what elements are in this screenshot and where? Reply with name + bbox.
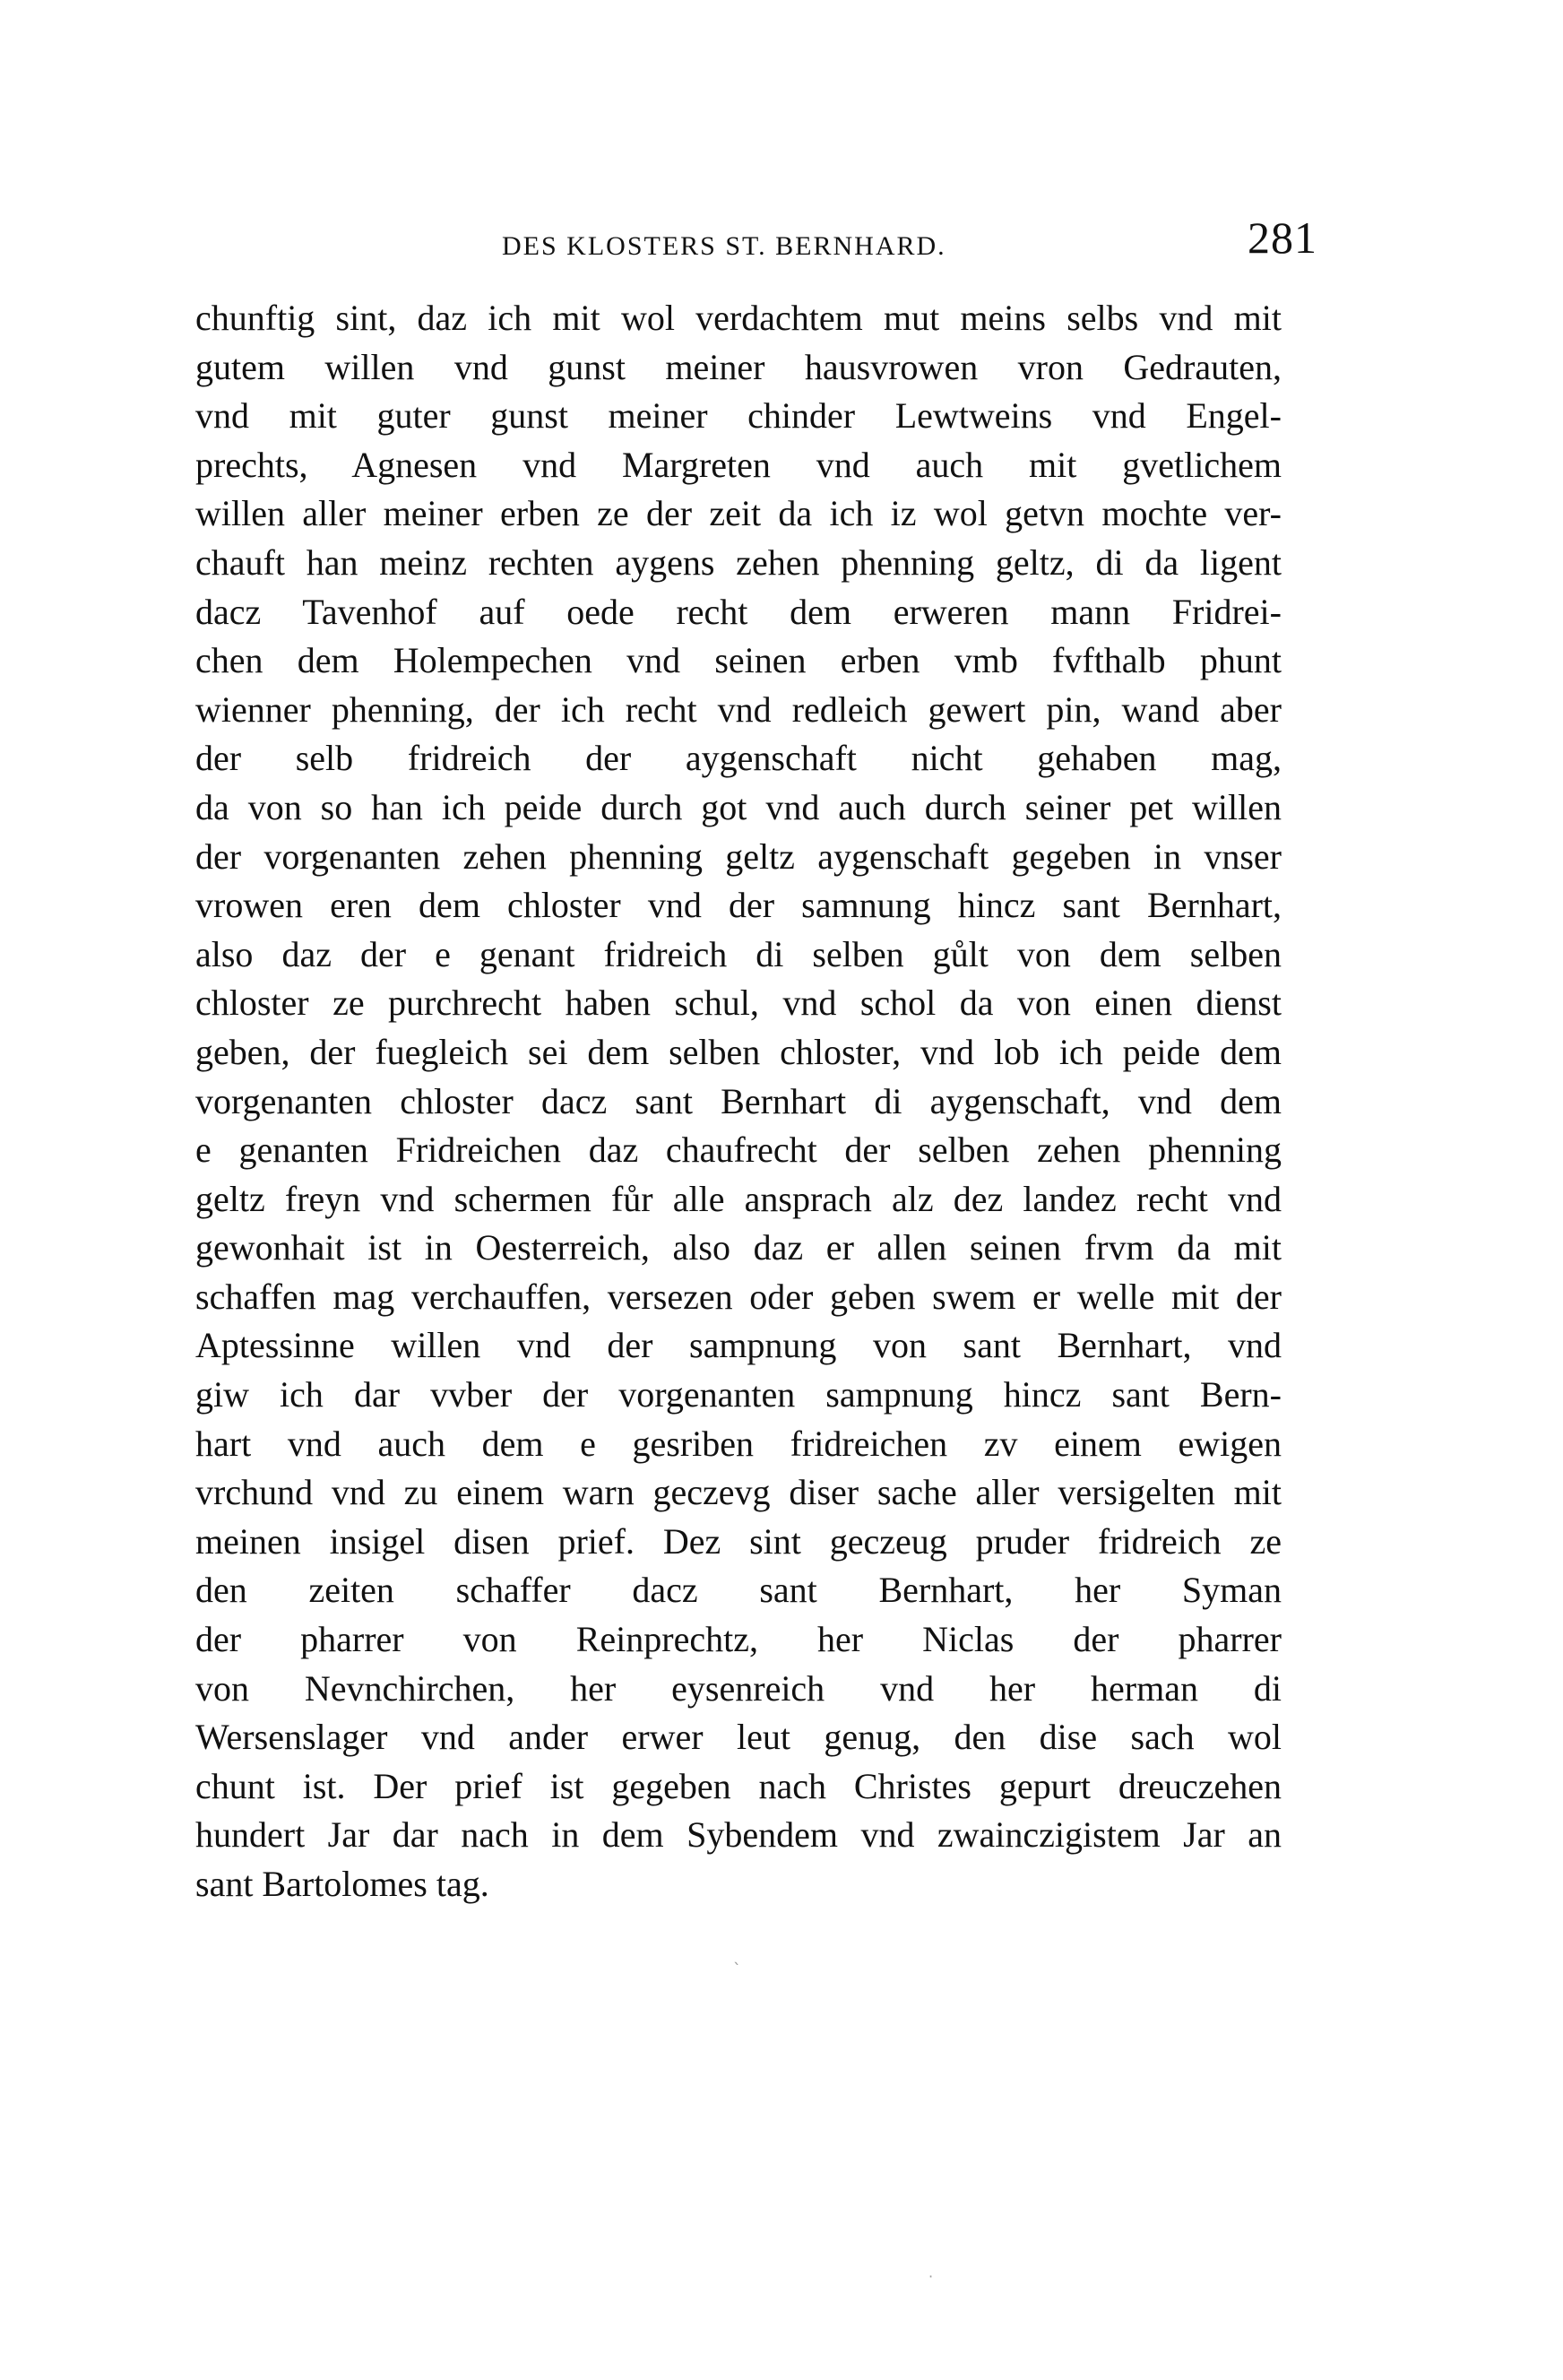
speck-mark: · bbox=[928, 2268, 934, 2285]
text-line: gewonhait ist in Oesterreich, also daz er allen seinen frvm da mit bbox=[195, 1227, 1282, 1268]
text-line: giw ich dar vvber der vorgenanten sampnung hincz sant Bern- bbox=[195, 1374, 1282, 1415]
text-line: prechts, Agnesen vnd Margreten vnd auch mit gvetlichem bbox=[195, 444, 1282, 485]
body-text bbox=[195, 294, 1282, 1909]
text-line: von Nevnchirchen, her eysenreich vnd her herman di bbox=[195, 1667, 1282, 1709]
text-line: vnd mit guter gunst meiner chinder Lewtweins vnd Engel- bbox=[195, 395, 1282, 437]
text-line: der selb fridreich der aygenschaft nicht gehaben mag, bbox=[195, 738, 1282, 779]
text-line: hundert Jar dar nach in dem Sybendem vnd zwainczigistem Jar an bbox=[195, 1814, 1282, 1856]
text-line: den zeiten schaffer dacz sant Bernhart, her Syman bbox=[195, 1570, 1282, 1611]
text-line: geltz freyn vnd schermen fůr alle ansprach alz dez landez recht vnd bbox=[195, 1178, 1282, 1219]
text-line: gutem willen vnd gunst meiner hausvrowen vron Gedrauten, bbox=[195, 346, 1282, 387]
text-line: chauft han meinz rechten aygens zehen phenning geltz, di da ligent bbox=[195, 541, 1282, 583]
text-line: meinen insigel disen prief. Dez sint geczeug pruder fridreich ze bbox=[195, 1520, 1282, 1562]
text-line: der vorgenanten zehen phenning geltz aygenschaft gegeben in vnser bbox=[195, 835, 1282, 877]
text-line: chunt ist. Der prief ist gegeben nach Christes gepurt dreuczehen bbox=[195, 1765, 1282, 1806]
text-line: chloster ze purchrecht haben schul, vnd schol da von einen dienst bbox=[195, 982, 1282, 1024]
text-line: Wersenslager vnd ander erwer leut genug, den dise sach wol bbox=[195, 1717, 1282, 1758]
text-line: vrchund vnd zu einem warn geczevg diser sache aller versigelten mit bbox=[195, 1472, 1282, 1513]
running-head: DES KLOSTERS ST. BERNHARD. bbox=[502, 231, 946, 261]
text-line: hart vnd auch dem e gesriben fridreichen zv einem ewigen bbox=[195, 1423, 1282, 1464]
text-line: da von so han ich peide durch got vnd auch durch seiner pet willen bbox=[195, 786, 1282, 827]
text-line: sant Bartolomes tag. bbox=[195, 1864, 489, 1904]
text-line: geben, der fuegleich sei dem selben chloster, vnd lob ich peide dem bbox=[195, 1031, 1282, 1072]
speck-mark: ˎ bbox=[733, 1947, 741, 1966]
text-line: wienner phenning, der ich recht vnd redleich gewert pin, wand aber bbox=[195, 688, 1282, 730]
text-line: chen dem Holempechen vnd seinen erben vmb fvfthalb phunt bbox=[195, 640, 1282, 681]
text-line: e genanten Fridreichen daz chaufrecht der selben zehen phenning bbox=[195, 1129, 1282, 1171]
text-line: chunftig sint, daz ich mit wol verdachtem mut meins selbs vnd mit bbox=[195, 298, 1282, 338]
text-line: vrowen eren dem chloster vnd der samnung hincz sant Bernhart, bbox=[195, 885, 1282, 926]
text-line: vorgenanten chloster dacz sant Bernhart di aygenschaft, vnd dem bbox=[195, 1080, 1282, 1121]
text-line: schaffen mag verchauffen, versezen oder geben swem er welle mit der bbox=[195, 1276, 1282, 1317]
text-line: dacz Tavenhof auf oede recht dem erweren mann Fridrei- bbox=[195, 591, 1282, 632]
text-line: also daz der e genant fridreich di selben gůlt von dem selben bbox=[195, 933, 1282, 974]
text-line: der pharrer von Reinprechtz, her Niclas der pharrer bbox=[195, 1619, 1282, 1660]
text-line: Aptessinne willen vnd der sampnung von sant Bernhart, vnd bbox=[195, 1325, 1282, 1366]
page-number: 281 bbox=[1248, 212, 1317, 263]
text-line: willen aller meiner erben ze der zeit da ich iz wol getvn mochte ver- bbox=[195, 493, 1282, 534]
